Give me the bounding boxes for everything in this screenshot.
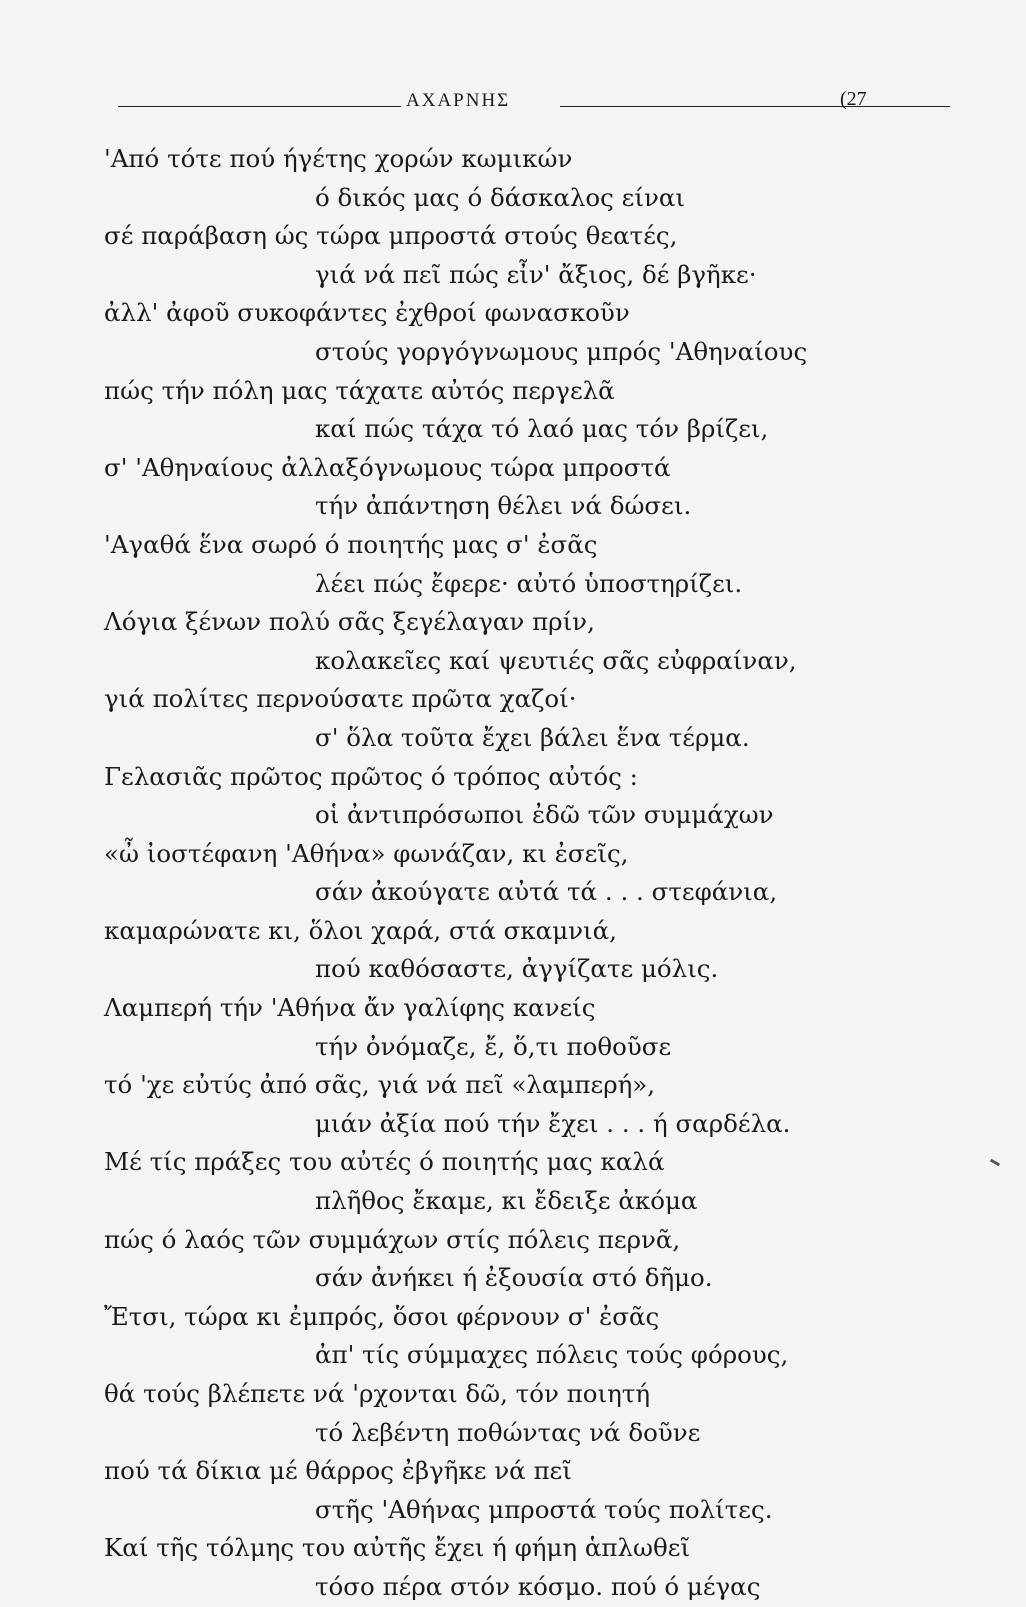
verse-line: γιά πολίτες περνούσατε πρῶτα χαζοί· bbox=[104, 684, 577, 714]
header-rule-left bbox=[118, 106, 401, 107]
verse-line: μιάν ἀξία πού τήν ἔχει . . . ή σαρδέλα. bbox=[315, 1108, 791, 1138]
verse-line: Λαμπερή τήν 'Αθήνα ἄν γαλίφης κανείς bbox=[104, 993, 596, 1023]
verse-line: 'Από τότε πού ήγέτης χορών κωμικών bbox=[104, 144, 573, 173]
verse-line: καμαρώνατε κι, ὅλοι χαρά, στά σκαμνιά, bbox=[104, 915, 617, 945]
verse-line: τό λεβέντη ποθώντας νά δοῦνε bbox=[315, 1417, 701, 1447]
verse-line: τήν ἀπάντηση θέλει νά δώσει. bbox=[315, 491, 692, 521]
verse-line: λέει πώς ἔφερε· αὐτό ὑποστηρίζει. bbox=[315, 568, 743, 598]
verse-line: Μέ τίς πράξες του αὐτές ό ποιητής μας καλά bbox=[104, 1147, 665, 1177]
verse-line: σέ παράβαση ώς τώρα μπροστά στούς θεατές, bbox=[104, 221, 678, 251]
verse-line: τό 'χε εὐτύς ἀπό σᾶς, γιά νά πεῖ «λαμπερή», bbox=[104, 1070, 656, 1100]
verse-line: Γελασιᾶς πρῶτος πρῶτος ό τρόπος αὐτός : bbox=[104, 761, 638, 791]
verse-line: πλῆθος ἔκαμε, κι ἔδειξε ἀκόμα bbox=[315, 1186, 698, 1216]
verse-line: στῆς 'Αθήνας μπροστά τούς πολίτες. bbox=[315, 1494, 773, 1524]
verse-line: ό δικός μας ό δάσκαλος είναι bbox=[315, 182, 685, 212]
verse-line: οἱ ἀντιπρόσωποι ἐδῶ τῶν συμμάχων bbox=[315, 800, 774, 830]
header-rule-right bbox=[560, 106, 950, 107]
verse-line: καί πώς τάχα τό λαό μας τόν βρίζει, bbox=[315, 414, 769, 444]
verse-line: σ' ὅλα τοῦτα ἔχει βάλει ἕνα τέρμα. bbox=[315, 722, 750, 752]
verse-line: κολακεῖες καί ψευτιές σᾶς εὐφραίναν, bbox=[315, 645, 797, 675]
verse-line: γιά νά πεῖ πώς εἶν' ἄξιος, δέ βγῆκε· bbox=[315, 259, 757, 289]
verse-line: ἀλλ' ἀφοῦ συκοφάντες ἐχθροί φωνασκοῦν bbox=[104, 298, 630, 328]
running-title: ΑΧΑΡΝΗΣ bbox=[406, 90, 511, 111]
verse-line: τόσο πέρα στόν κόσμο. πού ό μέγας bbox=[315, 1571, 761, 1601]
verse-line: σάν ἀκούγατε αὐτά τά . . . στεφάνια, bbox=[315, 877, 778, 907]
verse-line: «ὦ ἰοστέφανη 'Αθήνα» φωνάζαν, κι ἐσεῖς, bbox=[104, 838, 629, 868]
verse-line: θά τούς βλέπετε νά 'ρχονται δῶ, τόν ποιητή bbox=[104, 1379, 651, 1408]
verse-line: Λόγια ξένων πολύ σᾶς ξεγέλαγαν πρίν, bbox=[104, 607, 595, 637]
verse-line: 'Αγαθά ἕνα σωρό ό ποιητής μας σ' ἐσᾶς bbox=[104, 529, 598, 559]
verse-text bbox=[0, 140, 1026, 1607]
verse-line: πού καθόσαστε, ἀγγίζατε μόλις. bbox=[315, 954, 719, 984]
verse-line: τήν ὀνόμαζε, ἔ, ὅ,τι ποθοῦσε bbox=[315, 1031, 672, 1061]
verse-line: σάν ἀνήκει ή ἐξουσία στό δῆμο. bbox=[315, 1263, 713, 1293]
page-header bbox=[118, 86, 998, 116]
verse-line: πώς τήν πόλη μας τάχατε αὐτός περγελᾶ bbox=[104, 375, 615, 405]
verse-line: σ' 'Αθηναίους ἀλλαξόγνωμους τώρα μπροστά bbox=[104, 452, 671, 482]
page-number: (27 bbox=[840, 88, 867, 110]
verse-line: στούς γοργόγνωμους μπρός 'Αθηναίους bbox=[315, 336, 808, 366]
verse-line: πού τά δίκια μέ θάρρος ἐβγῆκε νά πεῖ bbox=[104, 1456, 572, 1486]
verse-line: Καί τῆς τόλμης του αὐτῆς ἔχει ή φήμη ἁπλωθεῖ bbox=[104, 1533, 691, 1563]
verse-line: Ἔτσι, τώρα κι ἐμπρός, ὅσοι φέρνουν σ' ἐσᾶς bbox=[104, 1301, 660, 1331]
verse-line: ἀπ' τίς σύμμαχες πόλεις τούς φόρους, bbox=[315, 1340, 789, 1370]
verse-line: πώς ό λαός τῶν συμμάχων στίς πόλεις περνᾶ, bbox=[104, 1224, 681, 1254]
